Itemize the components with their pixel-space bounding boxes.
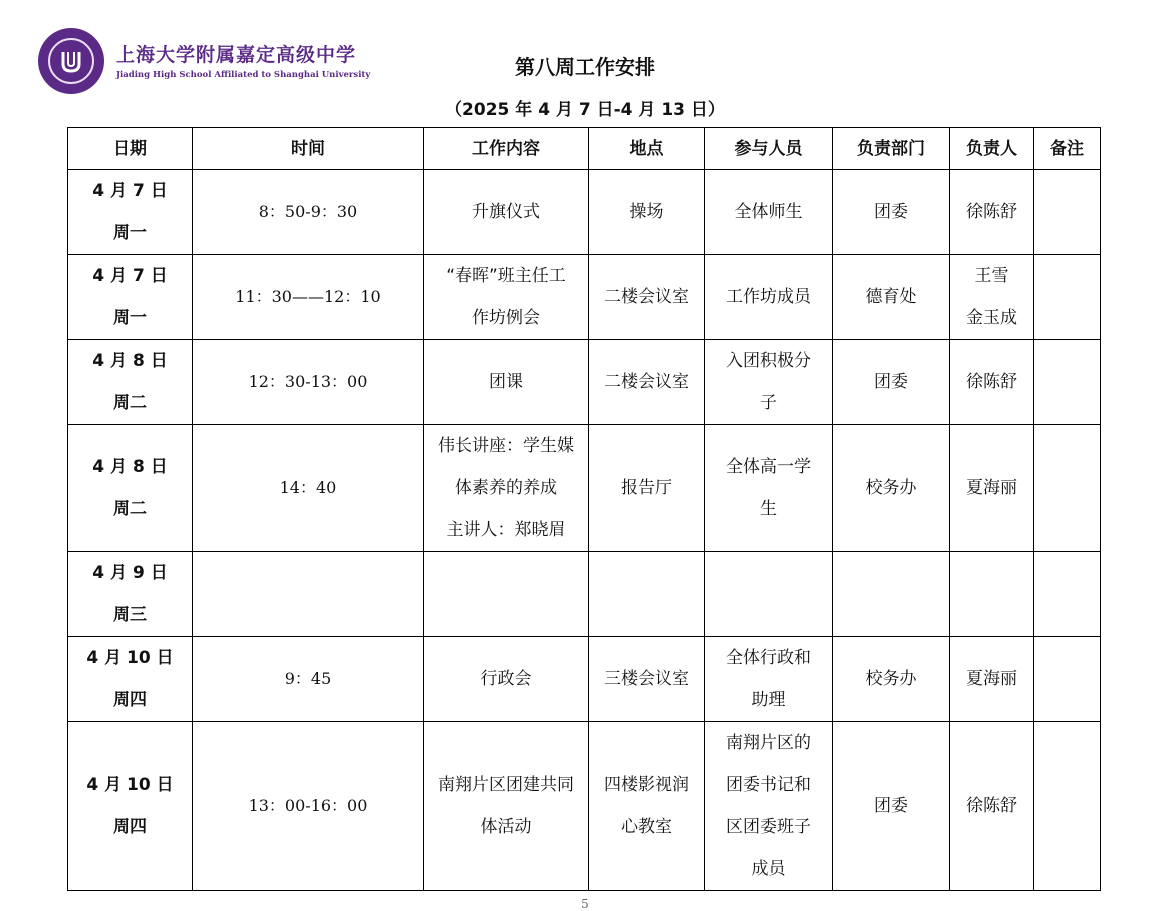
table-row [68,425,1101,552]
place-cell [589,552,705,637]
note-cell [1034,425,1101,552]
column-header-note: 备注 [1034,128,1101,170]
schedule-table [67,127,1101,891]
time-cell: 14：40 [193,425,424,552]
content-cell: 南翔片区团建共同 体活动 [424,722,589,891]
table-row [68,722,1101,891]
department-cell: 德育处 [833,255,950,340]
date-cell: 4 月 7 日 周一 [68,255,193,340]
date-cell: 4 月 10 日 周四 [68,637,193,722]
owner-cell: 徐陈舒 [950,170,1034,255]
time-cell: 8：50-9：30 [193,170,424,255]
note-cell [1034,255,1101,340]
table-row [68,637,1101,722]
department-cell: 校务办 [833,637,950,722]
content-cell: 升旗仪式 [424,170,589,255]
department-cell: 团委 [833,170,950,255]
department-cell: 团委 [833,722,950,891]
place-cell: 二楼会议室 [589,255,705,340]
school-name-en: Jiading High School Affiliated to Shanghai University [116,70,371,80]
department-cell [833,552,950,637]
date-cell: 4 月 7 日 周一 [68,170,193,255]
table-row [68,552,1101,637]
date-cell: 4 月 8 日 周二 [68,425,193,552]
date-cell: 4 月 10 日 周四 [68,722,193,891]
department-cell: 校务办 [833,425,950,552]
place-cell: 二楼会议室 [589,340,705,425]
participants-cell: 南翔片区的 团委书记和 区团委班子 成员 [705,722,833,891]
column-header-department: 负责部门 [833,128,950,170]
owner-cell [950,552,1034,637]
time-cell: 9：45 [193,637,424,722]
column-header-date: 日期 [68,128,193,170]
content-cell: “春晖”班主任工 作坊例会 [424,255,589,340]
department-cell: 团委 [833,340,950,425]
page-title: 第八周工作安排 [515,55,655,79]
participants-cell: 全体高一学 生 [705,425,833,552]
participants-cell: 入团积极分 子 [705,340,833,425]
table-header-row [68,128,1101,170]
content-cell: 团课 [424,340,589,425]
date-cell: 4 月 9 日 周三 [68,552,193,637]
time-cell: 11：30——12：10 [193,255,424,340]
column-header-participants: 参与人员 [705,128,833,170]
participants-cell: 全体行政和 助理 [705,637,833,722]
column-header-place: 地点 [589,128,705,170]
owner-cell: 王雪 金玉成 [950,255,1034,340]
table-row [68,170,1101,255]
owner-cell: 徐陈舒 [950,340,1034,425]
content-cell: 行政会 [424,637,589,722]
note-cell [1034,722,1101,891]
time-cell: 12：30-13：00 [193,340,424,425]
participants-cell: 全体师生 [705,170,833,255]
column-header-time: 时间 [193,128,424,170]
note-cell [1034,340,1101,425]
owner-cell: 夏海丽 [950,425,1034,552]
date-cell: 4 月 8 日 周二 [68,340,193,425]
table-row [68,340,1101,425]
note-cell [1034,637,1101,722]
page-number: 5 [581,897,589,911]
note-cell [1034,552,1101,637]
participants-cell [705,552,833,637]
page-subtitle: （2025 年 4 月 7 日-4 月 13 日） [445,100,725,120]
table-row [68,255,1101,340]
place-cell: 四楼影视润 心教室 [589,722,705,891]
content-cell [424,552,589,637]
column-header-content: 工作内容 [424,128,589,170]
place-cell: 三楼会议室 [589,637,705,722]
time-cell [193,552,424,637]
owner-cell: 夏海丽 [950,637,1034,722]
content-cell: 伟长讲座：学生媒 体素养的养成 主讲人：郑晓眉 [424,425,589,552]
note-cell [1034,170,1101,255]
school-name-cn: 上海大学附属嘉定高级中学 [116,44,357,66]
participants-cell: 工作坊成员 [705,255,833,340]
owner-cell: 徐陈舒 [950,722,1034,891]
place-cell: 操场 [589,170,705,255]
time-cell: 13：00-16：00 [193,722,424,891]
column-header-owner: 负责人 [950,128,1034,170]
place-cell: 报告厅 [589,425,705,552]
